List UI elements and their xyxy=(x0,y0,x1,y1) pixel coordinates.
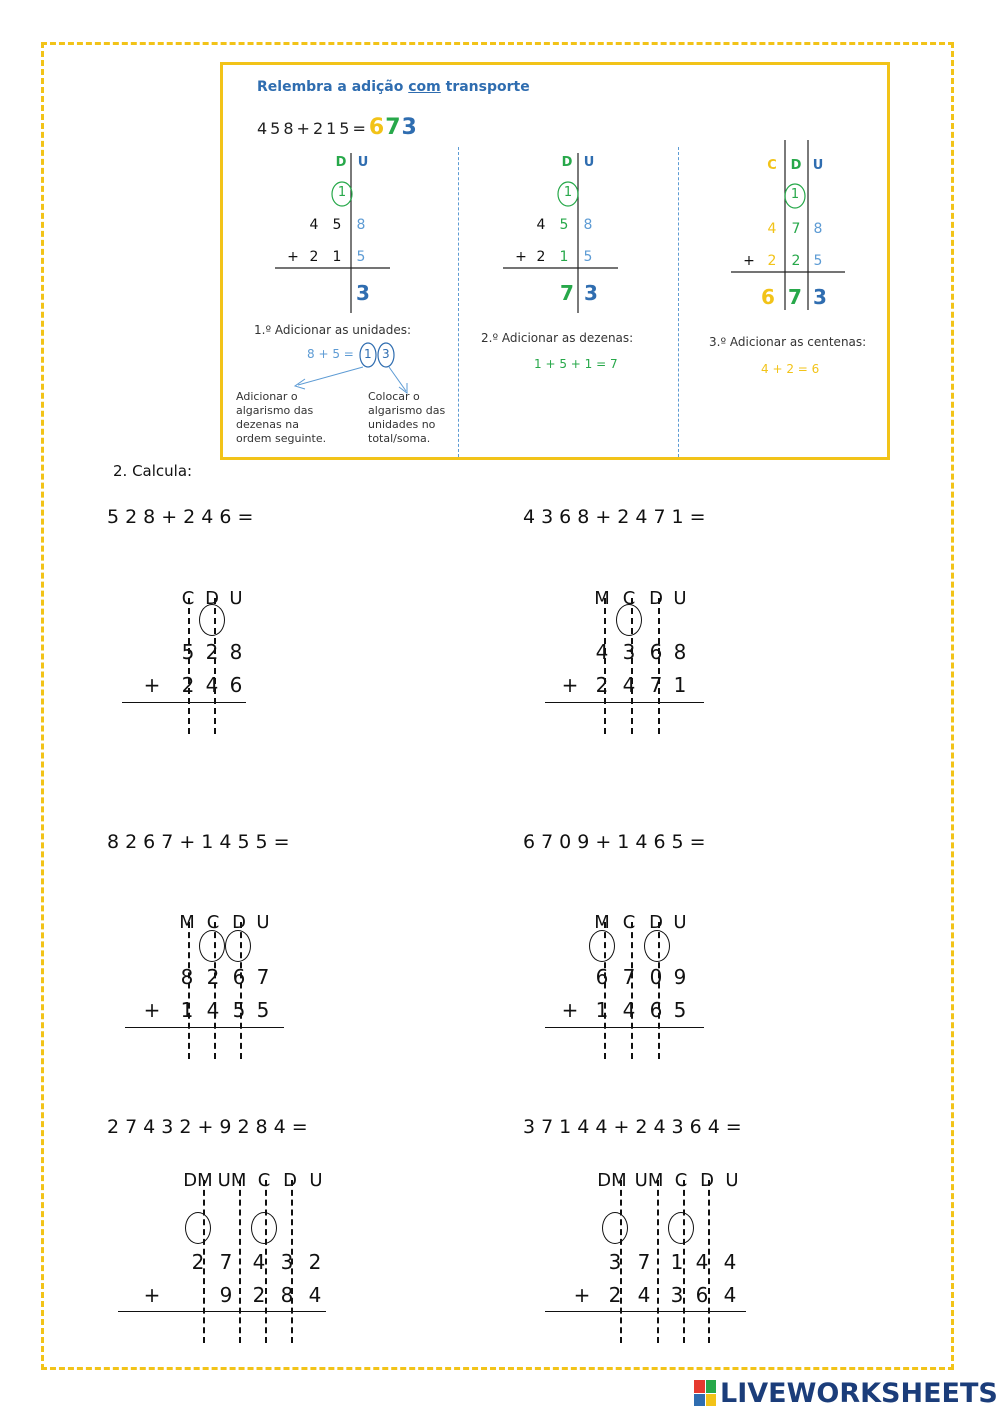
addend-digit: 5 xyxy=(256,998,270,1022)
addend-digit: 3 xyxy=(670,1283,684,1307)
exercise-label: 528+246= xyxy=(107,506,260,528)
carry-circle xyxy=(199,930,225,962)
sum-line xyxy=(122,702,246,703)
sum-line xyxy=(118,1311,326,1312)
step1-tens: 1 xyxy=(364,347,372,361)
plus-sign: + xyxy=(287,249,299,265)
exercise-label: 27432+9284= xyxy=(107,1116,314,1138)
recap-equation-text: 458+215= xyxy=(257,119,369,138)
column-header: D xyxy=(283,1170,297,1191)
digit: 8 xyxy=(813,221,823,237)
column-header: D xyxy=(700,1170,714,1191)
header-c: C xyxy=(767,158,777,173)
column-header: U xyxy=(229,588,243,609)
digit: 7 xyxy=(791,221,801,237)
carry-circle xyxy=(644,930,670,962)
addend-digit: 4 xyxy=(595,640,609,664)
column-header: DM xyxy=(597,1170,627,1191)
addend-digit: 4 xyxy=(622,998,636,1022)
note-line: total/soma. xyxy=(368,432,431,445)
column-header: D xyxy=(649,588,663,609)
addend-digit: 7 xyxy=(219,1250,233,1274)
addend-digit: 3 xyxy=(608,1250,622,1274)
header-u: U xyxy=(812,158,824,173)
addend-digit: 8 xyxy=(280,1283,294,1307)
addend-digit: 1 xyxy=(595,998,609,1022)
carry-circle xyxy=(589,930,615,962)
addend-digit: 3 xyxy=(622,640,636,664)
carry-circle xyxy=(251,1212,277,1244)
step1-title: 1.º Adicionar as unidades: xyxy=(254,323,412,337)
column-header: D xyxy=(205,588,219,609)
addend-digit: 2 xyxy=(205,640,219,664)
addend-digit: 2 xyxy=(191,1250,205,1274)
result-digit: 6 xyxy=(761,285,775,309)
plus-sign: + xyxy=(573,1283,591,1307)
addend-digit: 2 xyxy=(206,965,220,989)
column-header: U xyxy=(725,1170,739,1191)
section-title: 2. Calcula: xyxy=(113,462,193,480)
carry-circle xyxy=(668,1212,694,1244)
exercise-label: 4368+2471= xyxy=(523,506,712,528)
addend-digit: 4 xyxy=(206,998,220,1022)
column-header: M xyxy=(594,912,610,933)
column-header: U xyxy=(256,912,270,933)
recap-title-post: transporte xyxy=(440,79,530,95)
digit: 2 xyxy=(767,253,777,269)
addend-digit: 8 xyxy=(180,965,194,989)
liveworksheets-logo xyxy=(694,1377,998,1409)
digit: 5 xyxy=(356,249,366,265)
digit: 4 xyxy=(536,217,546,233)
addend-digit: 2 xyxy=(308,1250,322,1274)
header-d: D xyxy=(335,155,347,170)
addend-digit: 7 xyxy=(637,1250,651,1274)
addend-digit: 5 xyxy=(181,640,195,664)
digit: 1 xyxy=(559,249,569,265)
addend-digit: 5 xyxy=(232,998,246,1022)
step3-title: 3.º Adicionar as centenas: xyxy=(709,335,867,349)
addend-digit: 9 xyxy=(219,1283,233,1307)
digit: 2 xyxy=(309,249,319,265)
carry-digit: 1 xyxy=(337,185,347,200)
plus-sign: + xyxy=(743,253,755,269)
column-divider xyxy=(239,1180,241,1343)
digit: 4 xyxy=(767,221,777,237)
addend-digit: 5 xyxy=(673,998,687,1022)
sum-line xyxy=(545,1027,704,1028)
addend-digit: 2 xyxy=(595,673,609,697)
addend-digit: 6 xyxy=(595,965,609,989)
recap-title-pre: Relembra a adição xyxy=(257,79,409,95)
column-header: C xyxy=(674,1170,688,1191)
note-line: ordem seguinte. xyxy=(236,432,327,445)
addend-digit: 4 xyxy=(695,1250,709,1274)
column-header: C xyxy=(181,588,195,609)
sum-line xyxy=(545,1311,746,1312)
column-header: C xyxy=(622,588,636,609)
exercise-label: 8267+1455= xyxy=(107,831,296,853)
column-divider xyxy=(188,598,190,734)
addend-digit: 6 xyxy=(649,998,663,1022)
recap-result-units: 3 xyxy=(401,115,418,140)
column-divider xyxy=(604,598,606,734)
logo-text: LIVEWORKSHEETS xyxy=(720,1377,998,1409)
digit: 2 xyxy=(536,249,546,265)
note-line: algarismo das xyxy=(236,404,314,417)
result-digit: 3 xyxy=(584,281,598,305)
sum-line xyxy=(125,1027,284,1028)
header-u: U xyxy=(357,155,369,170)
digit: 5 xyxy=(559,217,569,233)
column-header: U xyxy=(673,912,687,933)
addend-digit: 7 xyxy=(256,965,270,989)
addend-digit: 1 xyxy=(670,1250,684,1274)
step3-equation: 4 + 2 = 6 xyxy=(761,362,820,376)
exercise-label: 37144+24364= xyxy=(523,1116,748,1138)
column-header: C xyxy=(257,1170,271,1191)
recap-box xyxy=(220,62,890,460)
carry-circle xyxy=(616,604,642,636)
addend-digit: 6 xyxy=(232,965,246,989)
note-line: unidades no xyxy=(368,418,436,431)
addend-digit: 3 xyxy=(280,1250,294,1274)
carry-digit: 1 xyxy=(790,187,800,202)
addend-digit: 7 xyxy=(649,673,663,697)
column-header: U xyxy=(673,588,687,609)
logo-icon xyxy=(694,1380,716,1406)
recap-result-tens: 7 xyxy=(385,115,402,140)
digit: 8 xyxy=(583,217,593,233)
addend-digit: 4 xyxy=(723,1283,737,1307)
column-divider xyxy=(658,598,660,734)
exercise-label: 6709+1465= xyxy=(523,831,712,853)
column-header: DM xyxy=(183,1170,213,1191)
addend-digit: 2 xyxy=(608,1283,622,1307)
note-line: algarismo das xyxy=(368,404,446,417)
result-digit: 7 xyxy=(560,281,574,305)
column-header: D xyxy=(649,912,663,933)
addend-digit: 8 xyxy=(673,640,687,664)
step2-title: 2.º Adicionar as dezenas: xyxy=(481,331,634,345)
column-header: M xyxy=(594,588,610,609)
carry-circle xyxy=(185,1212,211,1244)
recap-title-underlined: com xyxy=(408,79,441,95)
step1-note-right xyxy=(368,390,445,446)
addend-digit: 6 xyxy=(649,640,663,664)
result-digit: 3 xyxy=(356,281,370,305)
carry-circle xyxy=(199,604,225,636)
column-divider xyxy=(188,922,190,1059)
digit: 5 xyxy=(332,217,342,233)
plus-sign: + xyxy=(561,673,579,697)
result-digit: 3 xyxy=(813,285,827,309)
addend-digit: 2 xyxy=(181,673,195,697)
addend-digit: 4 xyxy=(252,1250,266,1274)
addend-digit: 1 xyxy=(673,673,687,697)
addend-digit: 0 xyxy=(649,965,663,989)
addend-digit: 9 xyxy=(673,965,687,989)
step1-note-left xyxy=(236,390,326,446)
addend-digit: 4 xyxy=(723,1250,737,1274)
addend-digit: 4 xyxy=(308,1283,322,1307)
addend-digit: 4 xyxy=(205,673,219,697)
column-header: M xyxy=(179,912,195,933)
step1-units: 3 xyxy=(382,347,390,361)
addend-digit: 6 xyxy=(695,1283,709,1307)
recap-result-hundreds: 6 xyxy=(368,115,386,140)
digit: 2 xyxy=(791,253,801,269)
header-d: D xyxy=(561,155,573,170)
carry-digit: 1 xyxy=(563,185,573,200)
plus-sign: + xyxy=(143,1283,161,1307)
addend-digit: 2 xyxy=(252,1283,266,1307)
header-u: U xyxy=(583,155,595,170)
plus-sign: + xyxy=(561,998,579,1022)
note-line: dezenas na xyxy=(236,418,299,431)
addend-digit: 4 xyxy=(637,1283,651,1307)
plus-sign: + xyxy=(515,249,527,265)
column-divider xyxy=(631,922,633,1059)
digit: 5 xyxy=(583,249,593,265)
digit: 8 xyxy=(356,217,366,233)
column-header: UM xyxy=(634,1170,664,1191)
plus-sign: + xyxy=(143,673,161,697)
column-header: UM xyxy=(217,1170,247,1191)
note-line: Adicionar o xyxy=(236,390,298,403)
result-digit: 7 xyxy=(788,285,802,309)
column-header: C xyxy=(206,912,220,933)
step2-equation: 1 + 5 + 1 = 7 xyxy=(534,357,618,371)
digit: 4 xyxy=(309,217,319,233)
addend-digit: 1 xyxy=(180,998,194,1022)
addend-digit: 6 xyxy=(229,673,243,697)
addend-digit: 4 xyxy=(622,673,636,697)
step1-equation: 8 + 5 = xyxy=(307,347,354,361)
plus-sign: + xyxy=(143,998,161,1022)
carry-circle xyxy=(225,930,251,962)
digit: 5 xyxy=(813,253,823,269)
column-divider xyxy=(657,1180,659,1343)
digit: 1 xyxy=(332,249,342,265)
note-line: Colocar o xyxy=(368,390,420,403)
column-header: D xyxy=(232,912,246,933)
sum-line xyxy=(545,702,704,703)
column-header: U xyxy=(309,1170,323,1191)
addend-digit: 8 xyxy=(229,640,243,664)
column-header: C xyxy=(622,912,636,933)
header-d: D xyxy=(790,158,802,173)
addend-digit: 7 xyxy=(622,965,636,989)
carry-circle xyxy=(602,1212,628,1244)
